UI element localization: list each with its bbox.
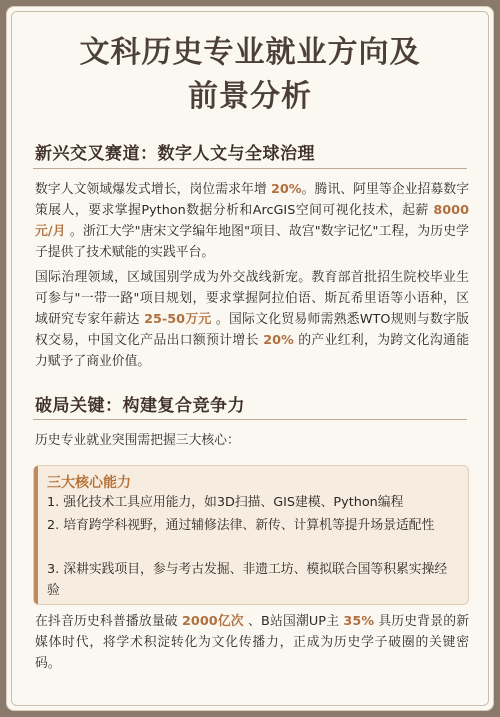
- text: 。浙江大学"唐宋文学编年地图"项目、故宫"数字记忆"工程，为历史学子提供了技术赋能的实践平台。: [35, 224, 469, 260]
- ability-item-2: 2. 培育跨学科视野，通过辅修法律、新传、计算机等提升场景适配性: [47, 518, 435, 533]
- text: 。腾讯、阿里等企业招募数字策展人，要求掌握Python数据分析和ArcGIS空间可视化技术，起薪: [35, 182, 470, 218]
- text: 具历史背景的新媒体时代，将学术积淀转化为文化传播力，正成为历史学子破圈的关键密码。: [35, 614, 469, 671]
- highlight-salary-range: 25-50万元: [144, 312, 212, 327]
- section1-paragraph-1: [35, 179, 469, 263]
- ability-item-1: 1. 强化技术工具应用能力，如3D扫描、GIS建模、Python编程: [47, 495, 404, 510]
- highlight-salary: 8000元/月: [35, 203, 469, 239]
- title-line-1: 文科历史专业就业方向及: [79, 35, 421, 70]
- section2-intro: 历史专业就业突围需把握三大核心：: [35, 433, 240, 448]
- card: [6, 6, 494, 711]
- section2-closing: [35, 611, 469, 674]
- page-title: [7, 31, 493, 119]
- section2-heading: 破局关键：构建复合竞争力: [35, 396, 245, 416]
- highlight-uploader-share: 35%: [343, 614, 375, 629]
- box-accent-bar: [34, 466, 38, 604]
- highlight-views: 2000亿次: [182, 614, 244, 629]
- text: 。国际文化贸易师需熟悉WTO规则与数字版权交易，中国文化产品出口额预计增长: [35, 312, 469, 348]
- text: 数字人文领域爆发式增长，岗位需求年增: [35, 182, 271, 197]
- section1-divider: [33, 168, 467, 169]
- section1-heading: 新兴交叉赛道：数字人文与全球治理: [35, 144, 315, 164]
- section1-paragraph-2: [35, 267, 469, 372]
- highlight-growth: 20%: [270, 182, 302, 197]
- title-line-2: 前景分析: [188, 79, 312, 114]
- text: 在抖音历史科普播放量破: [35, 614, 183, 629]
- section2-divider: [33, 419, 467, 420]
- core-abilities-box: [33, 465, 469, 605]
- ability-item-3: 3. 深耕实践项目，参与考古发掘、非遗工坊、模拟联合国等积累实操经验: [47, 562, 448, 598]
- text: 国际治理领域，区域国别学成为外交战线新宠。教育部首批招生院校毕业生可参与"一带一路"项目规划，要求掌握阿拉伯语、斯瓦希里语等小语种，区域研究专家年薪达: [35, 270, 469, 327]
- box-title: 三大核心能力: [47, 475, 131, 491]
- text: 的产业红利，为跨文化沟通能力赋予了商业价值。: [35, 333, 469, 369]
- highlight-export-growth: 20%: [263, 333, 294, 348]
- text: 、B站国潮UP主: [243, 614, 344, 629]
